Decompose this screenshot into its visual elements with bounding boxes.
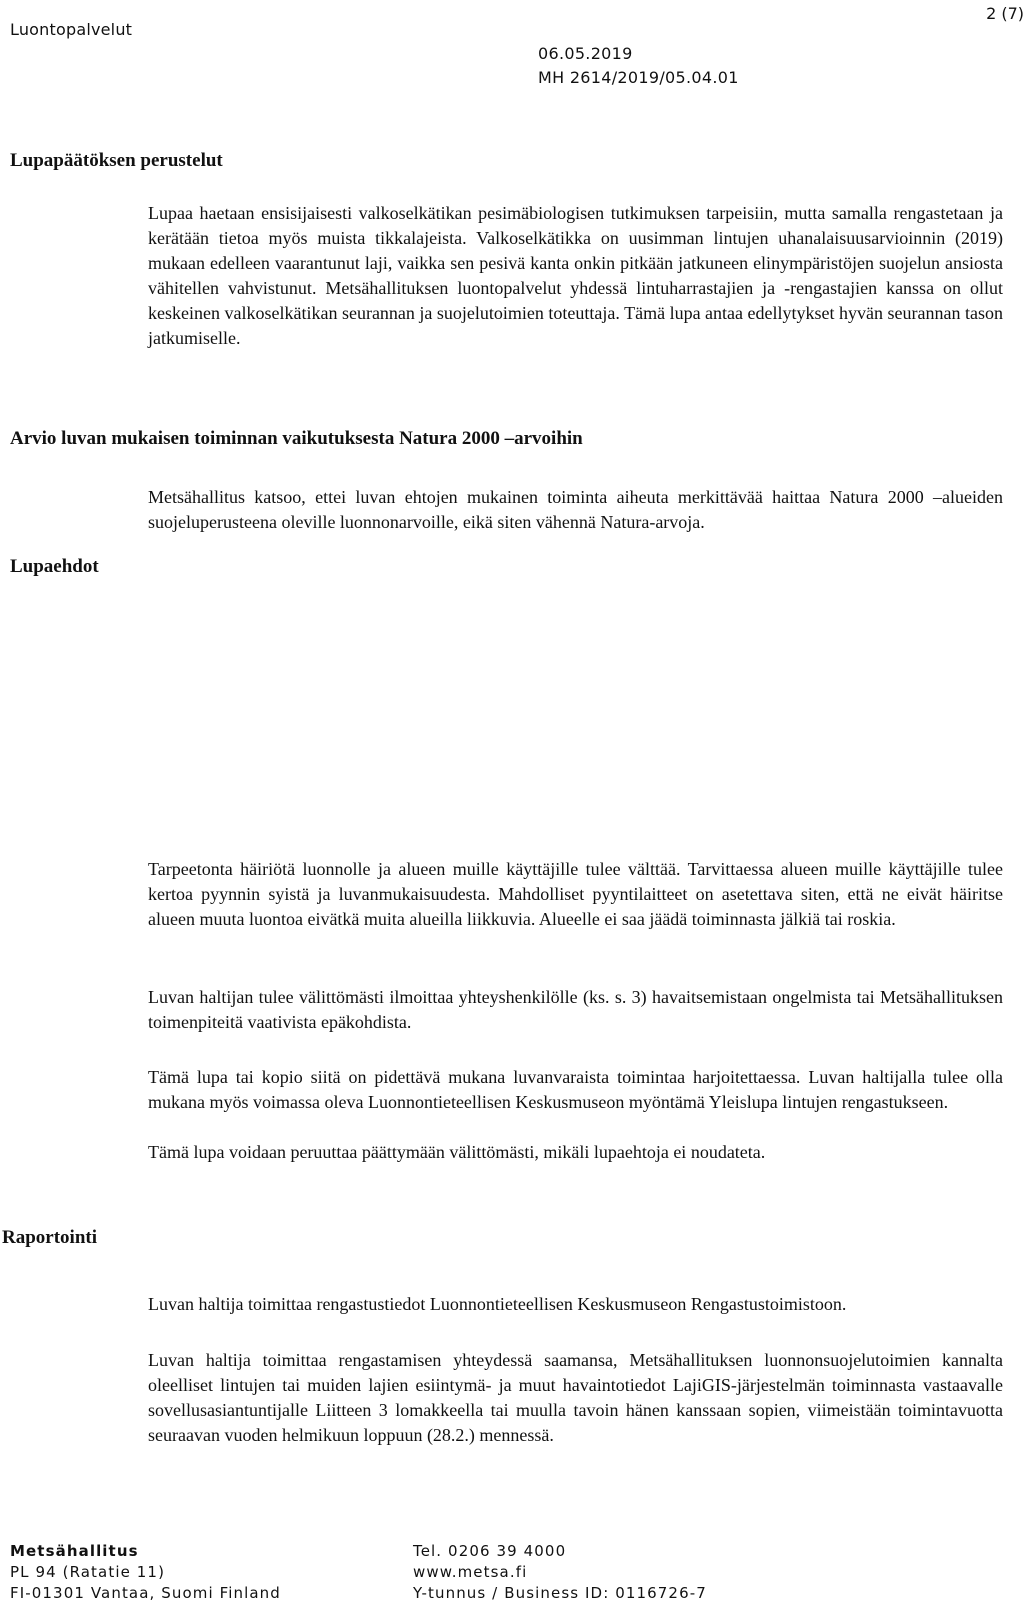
- footer-address-line: FI-01301 Vantaa, Suomi Finland: [10, 1584, 281, 1602]
- natura-paragraph: Metsähallitus katsoo, ettei luvan ehtojen mukainen toiminta aiheuta merkittävää haittaa Natura 2000 –alueiden suojeluperusteena oleville luonnonarvoille, eikä siten vähennä Natura-arvoja.: [148, 487, 1003, 532]
- condition-item: Tämä lupa voidaan peruuttaa päättymään välittömästi, mikäli lupaehtoja ei noudateta.: [148, 1142, 766, 1162]
- page-number: 2 (7): [986, 4, 1024, 23]
- footer-org-name: Metsähallitus: [10, 1542, 139, 1560]
- footer-phone: Tel. 0206 39 4000: [413, 1542, 567, 1560]
- condition-item: Tämä lupa tai kopio siitä on pidettävä mukana luvanvaraista toimintaa harjoitettaessa. Luvan haltijalla tulee olla mukana myös voimassa oleva Luonnontieteellisen Keskusmuseon myöntämä Yleislupa lintujen rengastukseen.: [148, 1067, 1003, 1112]
- footer-business-id: Y-tunnus / Business ID: 0116726-7: [413, 1584, 707, 1602]
- organization-name: Luontopalvelut: [10, 20, 133, 39]
- section-heading-raportointi: Raportointi: [2, 1227, 97, 1248]
- footer-website: www.metsa.fi: [413, 1563, 528, 1581]
- section-heading-lupaehdot: Lupaehdot: [10, 556, 99, 577]
- reporting-paragraph: Luvan haltija toimittaa rengastustiedot Luonnontieteellisen Keskusmuseon Rengastustoimistoon.: [148, 1294, 847, 1314]
- section-heading-natura: Arvio luvan mukaisen toiminnan vaikutuksesta Natura 2000 –arvoihin: [10, 428, 583, 449]
- footer-address-block: [10, 1541, 281, 1604]
- document-reference: MH 2614/2019/05.04.01: [538, 68, 739, 87]
- condition-item: Tarpeetonta häiriötä luonnolle ja alueen muille käyttäjille tulee välttää. Tarvittaessa alueen muille käyttäjille tulee kertoa pyynnin syistä ja luvanmukaisuudesta. Mahdolliset pyyntilaitteet on asetettava siten, että ne eivät häiritse alueen muuta luontoa eivätkä muita alueilla liikkuvia. Alueelle ei saa jäädä toiminnasta jälkiä tai roskia.: [148, 859, 1003, 929]
- reporting-paragraph: Luvan haltija toimittaa rengastamisen yhteydessä saamansa, Metsähallituksen luonnonsuojelutoimien kannalta oleelliset lintujen tai muiden lajien esiintymä- ja muut havaintotiedot LajiGIS-järjestelmän toiminnasta vastaavalle sovellusasiantuntijalle Liitteen 3 lomakkeella tai muulla tavoin hänen kanssaan sopien, viimeistään toimintavuotta seuraavan vuoden helmikuun loppuun (28.2.) mennessä.: [148, 1350, 1003, 1445]
- footer-address-line: PL 94 (Ratatie 11): [10, 1563, 166, 1581]
- footer-contact-block: [413, 1541, 707, 1604]
- document-date: 06.05.2019: [538, 44, 633, 63]
- condition-item: Luvan haltijan tulee välittömästi ilmoittaa yhteyshenkilölle (ks. s. 3) havaitsemistaan ongelmista tai Metsähallituksen toimenpiteitä vaativista epäkohdista.: [148, 987, 1003, 1032]
- section-heading-perustelut: Lupapäätöksen perustelut: [10, 150, 223, 171]
- perustelut-paragraph: Lupaa haetaan ensisijaisesti valkoselkätikan pesimäbiologisen tutkimuksen tarpeisiin, mutta samalla rengastetaan ja kerätään tietoa myös muista tikkalajeista. Valkoselkätikka on uusimman lintujen uhanalaisuusarvioinnin (2019) mukaan edelleen vaarantunut laji, vaikka sen pesivä kanta onkin pitkään jatkuneen elinympäristöjen suojelun ansiosta vähitellen vahvistunut. Metsähallituksen luontopalvelut yhdessä lintuharrastajien ja -rengastajien kanssa on ollut keskeinen valkoselkätikan seurannan ja suojelutoimien toteuttaja. Tämä lupa antaa edellytykset hyvän seurannan tason jatkumiselle.: [148, 203, 1003, 348]
